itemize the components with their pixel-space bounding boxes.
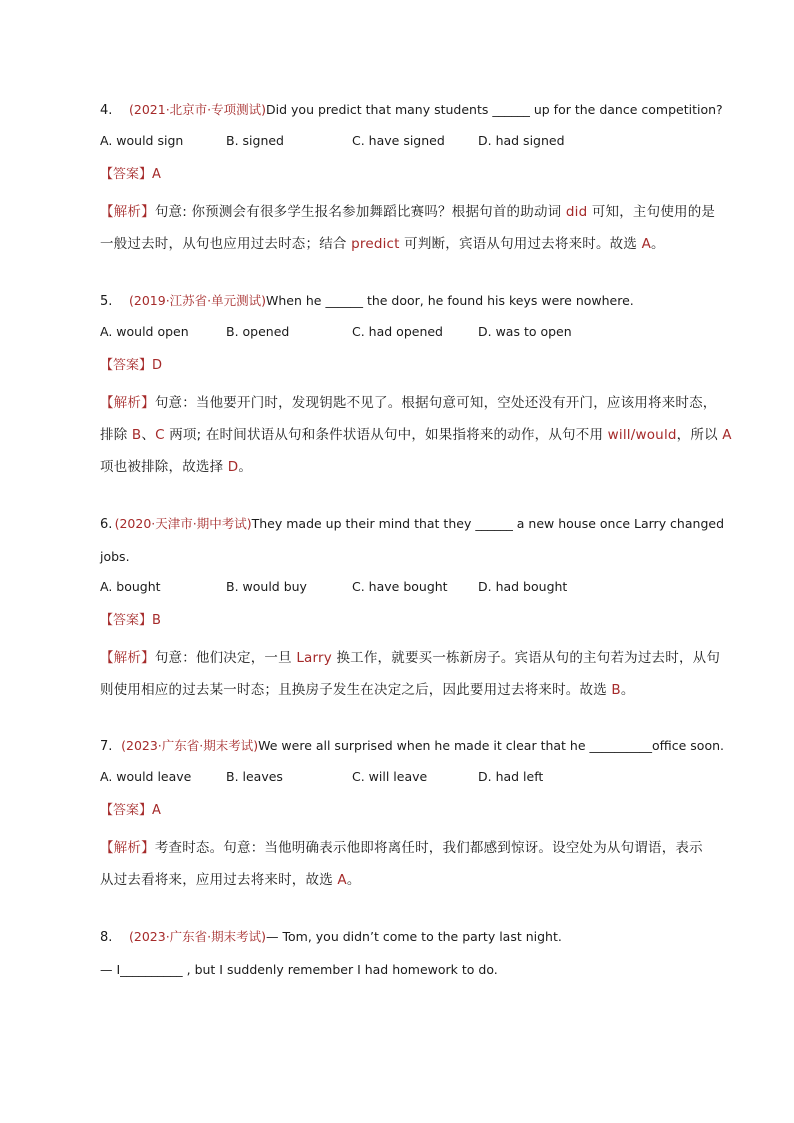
option-c: C. have signed <box>352 133 445 148</box>
analysis-text: 考查时态。句意：当他明确表示他即将离任时，我们都感到惊讶。设空处为从句谓语，表示 <box>154 840 703 856</box>
answer-value: B <box>152 613 161 628</box>
question-text: — Tom, you didn’t come to the party last night. <box>266 929 562 944</box>
analysis-keyword: predict <box>351 236 400 252</box>
analysis-text: 。 <box>620 682 635 698</box>
analysis-text: 句意: 你预测会有很多学生报名参加舞蹈比赛吗？根据句首的助动词 <box>154 204 566 220</box>
analysis-text: 从过去看将来，应用过去将来时，故选 <box>100 872 338 888</box>
option-b: B. opened <box>226 324 290 339</box>
question-text: They made up their mind that they ______ a new house once Larry changed <box>251 516 724 531</box>
analysis-label: 【解析】 <box>100 204 155 220</box>
options-row <box>100 324 724 344</box>
answer-line <box>100 165 724 185</box>
answer-value: A <box>152 803 161 818</box>
analysis-line <box>100 674 724 706</box>
question-7 <box>100 736 724 896</box>
question-stem <box>100 927 724 948</box>
question-number: 8. <box>100 930 113 945</box>
analysis <box>100 387 732 483</box>
analysis-text: 、 <box>141 427 156 443</box>
analysis-keyword: B <box>611 682 621 698</box>
option-c: C. will leave <box>352 769 428 784</box>
option-a: A. would sign <box>100 133 184 148</box>
options-row <box>100 579 724 599</box>
analysis-line <box>100 387 724 419</box>
question-stem <box>100 736 724 757</box>
answer-value: A <box>152 167 161 182</box>
analysis-keyword: did <box>565 204 588 220</box>
question-source: (2019·江苏省·单元测试) <box>129 293 267 308</box>
analysis-line <box>100 832 724 864</box>
option-a: A. would open <box>100 324 189 339</box>
question-number: 5. <box>100 294 113 309</box>
question-source: (2023·广东省·期末考试) <box>129 929 267 944</box>
analysis-label: 【解析】 <box>100 840 155 856</box>
answer-label: 【答案】 <box>100 803 153 818</box>
answer-label: 【答案】 <box>100 613 153 628</box>
option-d: D. was to open <box>478 324 572 339</box>
analysis-label: 【解析】 <box>100 395 155 411</box>
question-stem <box>100 291 724 312</box>
option-b: B. would buy <box>226 579 307 594</box>
analysis-text: 可判断，宾语从句用过去将来时。故选 <box>399 236 642 252</box>
question-stem <box>100 100 724 121</box>
analysis <box>100 196 724 260</box>
option-a: A. would leave <box>100 769 192 784</box>
analysis-text: 句意：当他要开门时，发现钥匙不见了。根据句意可知，空处还没有开门，应该用将来时态， <box>154 395 717 411</box>
analysis-text: 。 <box>238 459 253 475</box>
analysis-text: 句意：他们决定，一旦 <box>154 650 297 666</box>
options-row <box>100 769 724 789</box>
question-number: 6. <box>100 517 113 532</box>
analysis-keyword: A <box>641 236 651 252</box>
question-text: We were all surprised when he made it clear that he __________office soon. <box>258 738 724 753</box>
option-c: C. have bought <box>352 579 448 594</box>
analysis-line <box>100 196 724 228</box>
question-source: (2021·北京市·专项测试) <box>129 102 267 117</box>
analysis-keyword: C <box>155 427 165 443</box>
analysis-keyword: B <box>131 427 142 443</box>
analysis-keyword: A <box>337 872 347 888</box>
option-d: D. had bought <box>478 579 568 594</box>
option-c: C. had opened <box>352 324 443 339</box>
question-source: (2020·天津市·期中考试) <box>114 516 252 531</box>
analysis-line <box>100 864 724 896</box>
analysis <box>100 642 724 706</box>
analysis-text: 一般过去时，从句也应用过去时态；结合 <box>100 236 352 252</box>
analysis-keyword: A <box>722 427 732 443</box>
question-text: When he ______ the door, he found his keys were nowhere. <box>266 293 634 308</box>
analysis-line <box>100 228 724 260</box>
analysis-text: 。 <box>651 236 665 252</box>
analysis <box>100 832 724 896</box>
question-8 <box>100 927 724 980</box>
answer-line <box>100 356 724 376</box>
analysis-keyword: D <box>227 459 239 475</box>
analysis-line <box>100 451 724 483</box>
analysis-text: 排除 <box>100 427 132 443</box>
analysis-text: 两项; 在时间状语从句和条件状语从句中，如果指将来的动作，从句不用 <box>164 427 608 443</box>
analysis-text: 可知，主句使用的是 <box>587 204 716 220</box>
analysis-label: 【解析】 <box>100 650 155 666</box>
question-number: 7. <box>100 739 113 754</box>
analysis-text: 则使用相应的过去某一时态；且换房子发生在决定之后，因此要用过去将来时。故选 <box>100 682 612 698</box>
analysis-text: 换工作，就要买一栋新房子。宾语从句的主句若为过去时，从句 <box>331 650 721 666</box>
answer-label: 【答案】 <box>100 358 153 373</box>
option-d: D. had signed <box>478 133 565 148</box>
analysis-keyword: Larry <box>296 650 332 666</box>
analysis-line <box>100 419 732 451</box>
analysis-text: 项也被排除，故选择 <box>100 459 228 475</box>
answer-line <box>100 611 724 631</box>
answer-label: 【答案】 <box>100 167 153 182</box>
option-b: B. leaves <box>226 769 283 784</box>
option-d: D. had left <box>478 769 544 784</box>
answer-value: D <box>152 358 163 373</box>
question-source: (2023·广东省·期末考试) <box>121 738 259 753</box>
analysis-text: ，所以 <box>676 427 723 443</box>
question-6 <box>100 514 724 706</box>
question-text-continued: — I__________ , but I suddenly remember I had homework to do. <box>100 962 498 977</box>
answer-line <box>100 801 724 821</box>
question-4 <box>100 100 724 260</box>
option-b: B. signed <box>226 133 284 148</box>
question-5 <box>100 291 732 483</box>
option-a: A. bought <box>100 579 161 594</box>
question-text: Did you predict that many students ______ up for the dance competition? <box>266 102 723 117</box>
question-number: 4. <box>100 103 113 118</box>
analysis-line <box>100 642 724 674</box>
options-row <box>100 133 724 153</box>
analysis-keyword: will/would <box>607 427 677 443</box>
question-stem <box>100 514 724 535</box>
question-text-continued: jobs. <box>100 549 130 564</box>
analysis-text: 。 <box>346 872 361 888</box>
